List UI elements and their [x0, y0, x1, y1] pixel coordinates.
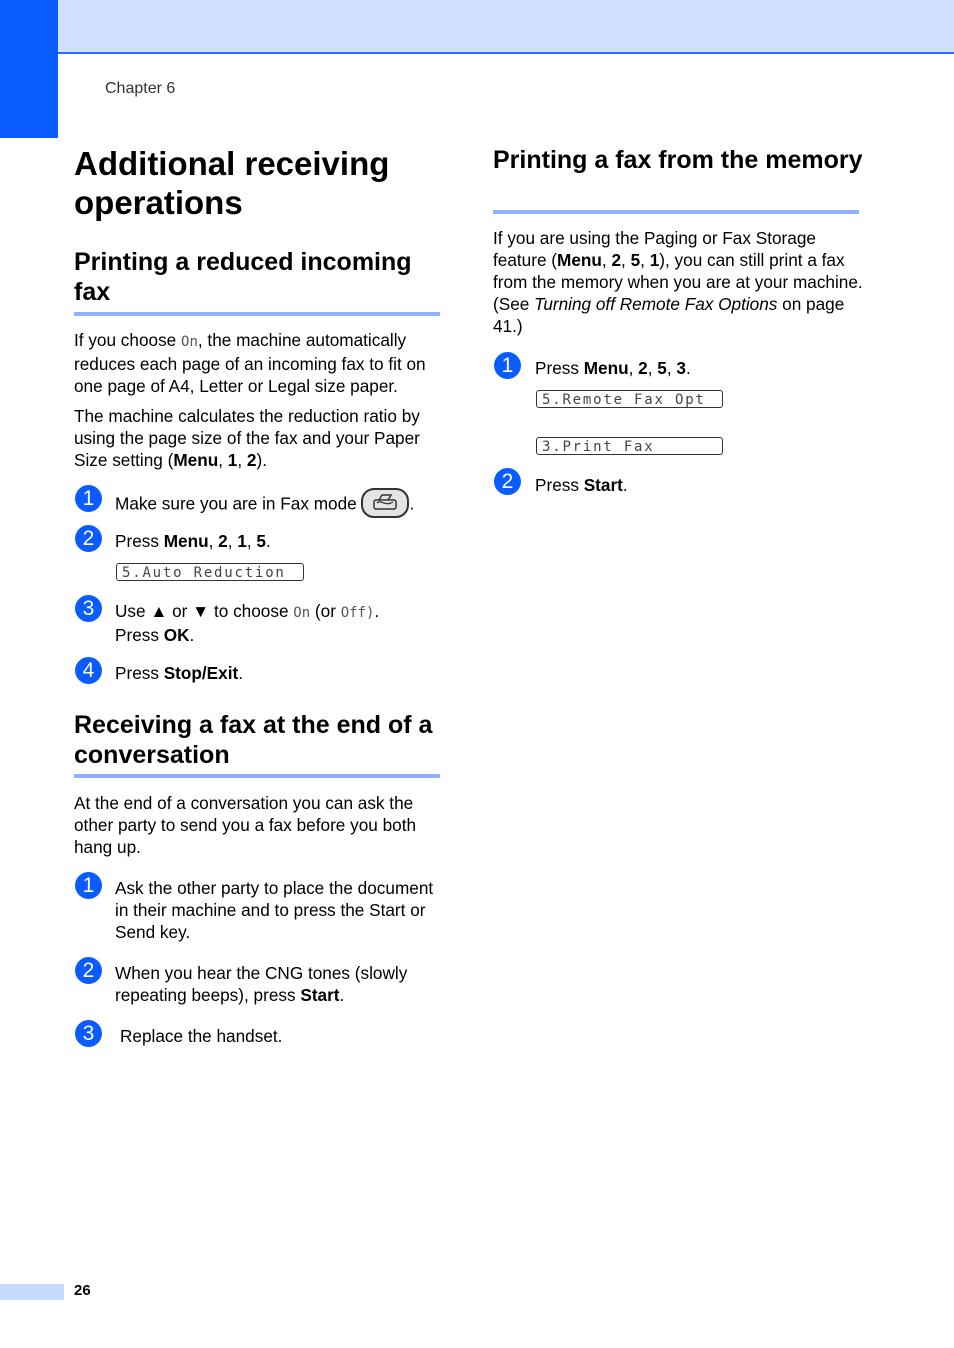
menu-key: Menu — [173, 450, 219, 470]
text-run: . — [265, 531, 271, 551]
start-key: Start — [583, 475, 623, 495]
lcd-display-auto-reduction: 5.Auto Reduction — [116, 563, 304, 581]
step-2-text — [115, 530, 445, 552]
lcd-display-print-fax: 3.Print Fax — [536, 437, 723, 455]
separator: , — [208, 531, 219, 551]
text-run: , the machine automatically reduces each page of an incoming fax to fit on one page of A4, Letter or Legal size paper. — [74, 330, 426, 396]
step-number-3: 3 — [75, 595, 102, 622]
text-run: on page 41.) — [493, 294, 845, 336]
text-run: . — [238, 663, 243, 683]
text-run: (or — [310, 601, 341, 621]
key-5: 5 — [657, 358, 667, 378]
key-1: 1 — [237, 531, 247, 551]
text-run: ), you can still print a fax from the memory when you are at your machine. (See — [493, 250, 863, 314]
key-1: 1 — [649, 250, 660, 270]
paragraph-reduction-intro — [74, 329, 442, 397]
code-on: On — [181, 334, 198, 350]
separator: , — [237, 450, 247, 470]
separator: , — [640, 250, 650, 270]
section-rule — [493, 210, 859, 214]
fax-mode-button[interactable] — [361, 488, 409, 518]
step-4-text — [115, 662, 445, 684]
page-number-tab — [0, 1284, 64, 1300]
section-rule — [74, 774, 440, 778]
fax-machine-icon — [371, 493, 399, 511]
text-run: . — [622, 475, 628, 495]
cross-reference: Turning off Remote Fax Options — [534, 294, 778, 314]
step-number-2: 2 — [75, 957, 102, 984]
text-run: The machine calculates the reduction ratio by using the page size of the fax and your Paper Size setting ( — [74, 406, 420, 470]
step-2-text — [535, 474, 865, 496]
separator: , — [647, 358, 658, 378]
lcd-display-remote-fax-opt: 5.Remote Fax Opt — [536, 390, 723, 408]
menu-key: Menu — [557, 250, 602, 270]
header-band — [58, 0, 954, 54]
chapter-tab — [0, 0, 58, 138]
key-1: 1 — [227, 450, 238, 470]
step-number-4: 4 — [75, 657, 102, 684]
separator: , — [601, 250, 612, 270]
step-3-text — [115, 600, 445, 646]
text-run: . — [409, 493, 415, 514]
separator: , — [246, 531, 257, 551]
menu-key: Menu — [583, 358, 629, 378]
step-number-1: 1 — [494, 352, 521, 379]
separator: , — [666, 358, 677, 378]
separator: , — [218, 450, 228, 470]
step-number-1: 1 — [75, 485, 102, 512]
paragraph-print-from-memory — [493, 227, 863, 337]
text-run: Make sure you are in Fax mode — [115, 493, 362, 514]
key-5: 5 — [630, 250, 641, 270]
start-key: Start — [300, 985, 340, 1005]
text-run: If you choose — [74, 330, 182, 350]
separator: , — [227, 531, 238, 551]
text-run: Press — [535, 358, 584, 378]
separator: , — [621, 250, 631, 270]
step-3-text: Replace the handset. — [120, 1026, 283, 1046]
page-number: 26 — [74, 1282, 91, 1299]
text-run: If you are using the Paging or Fax Storage feature ( — [493, 228, 816, 270]
step-number-2: 2 — [75, 525, 102, 552]
text-run: ). — [256, 450, 267, 470]
text-run: When you hear the CNG tones (slowly repeating beeps), press — [115, 963, 408, 1005]
paragraph-end-of-conversation: At the end of a conversation you can ask the other party to send you a fax before you both hang up. — [74, 793, 417, 857]
menu-key: Menu — [163, 531, 209, 551]
text-run: Press — [535, 475, 584, 495]
text-run: . — [189, 625, 195, 645]
text-run: Press — [115, 663, 164, 683]
key-2: 2 — [218, 531, 228, 551]
key-2: 2 — [611, 250, 622, 270]
text-run: Use ▲ or ▼ to choose — [115, 601, 294, 621]
key-3: 3 — [676, 358, 686, 378]
section-heading-reduced-fax: Printing a reduced incoming fax — [74, 248, 412, 306]
text-run: . — [339, 985, 345, 1005]
stop-exit-key: Stop/Exit — [163, 663, 239, 683]
key-2: 2 — [246, 450, 257, 470]
ok-key: OK — [163, 625, 190, 645]
step-1-text: Ask the other party to place the document in their machine and to press the Start or Send key. — [115, 878, 434, 942]
section-heading-print-from-memory: Printing a fax from the memory — [493, 146, 863, 174]
step-2-text — [115, 962, 445, 1006]
code-off: Off) — [340, 605, 375, 621]
step-1-text — [535, 357, 865, 379]
step-number-1: 1 — [75, 872, 102, 899]
page-title: Additional receiving operations — [74, 145, 390, 221]
key-5: 5 — [256, 531, 266, 551]
section-heading-end-of-conversation: Receiving a fax at the end of a conversation — [74, 711, 433, 769]
separator: , — [628, 358, 639, 378]
text-run: Press — [115, 531, 164, 551]
text-run: . — [374, 601, 380, 621]
paragraph-reduction-ratio — [74, 405, 442, 471]
section-rule — [74, 312, 440, 316]
step-1-text — [115, 490, 445, 520]
step-number-2: 2 — [494, 468, 521, 495]
text-run: Press — [115, 625, 164, 645]
key-2: 2 — [638, 358, 648, 378]
text-run: . — [685, 358, 691, 378]
code-on: On — [293, 605, 311, 621]
chapter-label: Chapter 6 — [105, 80, 176, 97]
step-number-3: 3 — [75, 1020, 102, 1047]
